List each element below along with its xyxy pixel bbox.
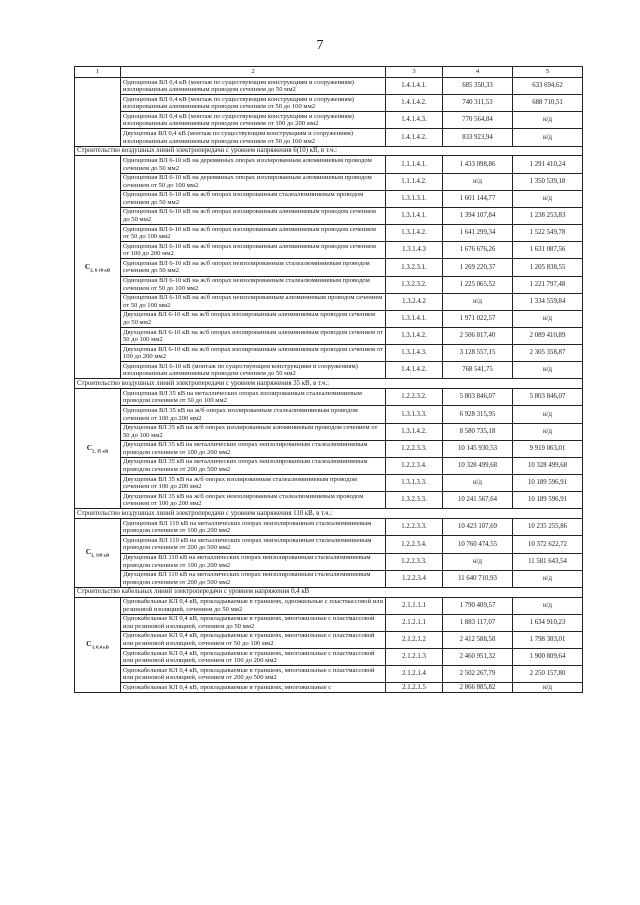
tariff-code: 1.3.1.4.2.: [386, 225, 443, 242]
table-row: [75, 276, 583, 293]
tariff-code: 2.1.2.1.4: [386, 666, 443, 683]
line-description: Однокабельные КЛ 0,4 кВ, прокладываемые в траншеях, многожильные с пластмассовой или резиновой изоляцией, сечением от 100 до 200 мм2: [121, 649, 386, 666]
table-body: [75, 78, 583, 693]
rate-value-col5: н/д: [513, 683, 583, 693]
rate-value-col5: н/д: [513, 310, 583, 327]
rate-value-col5: 1 291 410,24: [513, 156, 583, 173]
tariff-code: 1.3.1.4.1.: [386, 207, 443, 224]
tariff-code: 2.1.2.1.2: [386, 631, 443, 648]
line-description: Одноцепная ВЛ 6-10 кВ на деревянных опорах изолированным алюминиевым проводом сечением до 50 мм2: [121, 156, 386, 173]
table-row: [75, 112, 583, 129]
rate-value-col5: 1 238 253,83: [513, 207, 583, 224]
table-row: [75, 345, 583, 362]
section-header-row: [75, 379, 583, 389]
line-description: Однокабельные КЛ 0,4 кВ, прокладываемые в траншеях, многожильные с пластмассовой или резиновой изоляцией, сечением от 200 до 500 мм2: [121, 666, 386, 683]
rate-value-col5: 1 205 838,55: [513, 259, 583, 276]
rate-value-col4: 833 923,94: [443, 129, 513, 146]
line-description: Двухцепная ВЛ 110 кВ на металлических опорах неизолированным сталеалюминиевым проводом сечением от 100 до 200 мм2: [121, 553, 386, 570]
rate-value-col5: н/д: [513, 423, 583, 440]
rate-value-col5: н/д: [513, 570, 583, 587]
rate-value-col5: 1 631 087,56: [513, 242, 583, 259]
table-row: [75, 310, 583, 327]
line-description: Однокабельные КЛ 0,4 кВ, прокладываемые в траншеях, многожильные с пластмассовой или резиновой изоляцией, сечением до 50 мм2: [121, 614, 386, 631]
line-description: Одноцепная ВЛ 6-10 кВ на ж/б опорах изолированным алюминиевым проводом сечением от 50 до 100 мм2: [121, 225, 386, 242]
table-row: [75, 597, 583, 614]
rate-value-col4: 3 128 557,15: [443, 345, 513, 362]
line-description: Двухцепная ВЛ 6-10 кВ на ж/б опорах изолированным алюминиевым проводом сечением от 100 до 200 мм2: [121, 345, 386, 362]
rate-value-col5: 5 803 846,07: [513, 389, 583, 406]
line-description: Одноцепная ВЛ 6-10 кВ (монтаж по существующим конструкциям и сооружениям) изолированным алюминиевым проводом сечением до 50 мм2: [121, 362, 386, 379]
tariff-code: 1.4.1.4.2.: [386, 129, 443, 146]
rate-value-col5: н/д: [513, 406, 583, 423]
table-row: [75, 225, 583, 242]
tariff-code: 2.1.2.1.5: [386, 683, 443, 693]
tariff-code: 1.4.1.4.2.: [386, 95, 443, 112]
tariff-code: 2.1.1.1.1: [386, 597, 443, 614]
rate-category-cell: [75, 389, 121, 509]
tariff-code: 1.1.1.4.1.: [386, 156, 443, 173]
rate-category-symbol: С: [86, 639, 92, 649]
rate-value-col5: 10 235 255,86: [513, 519, 583, 536]
column-header: 5: [513, 67, 583, 78]
tariff-code: 1.3.1.3.1.: [386, 190, 443, 207]
rate-value-col5: 11 581 643,54: [513, 553, 583, 570]
tariff-code: 1.2.2.3.2.: [386, 389, 443, 406]
table-row: [75, 78, 583, 95]
rate-value-col4: н/д: [443, 553, 513, 570]
table-row: [75, 649, 583, 666]
section-header-row: [75, 587, 583, 597]
table-row: [75, 406, 583, 423]
table-row: [75, 683, 583, 693]
column-header: 4: [443, 67, 513, 78]
line-description: Одноцепная ВЛ 110 кВ на металлических опорах неизолированным сталеалюминиевым проводом сечением от 100 до 200 мм2: [121, 519, 386, 536]
rate-value-col5: 633 694,62: [513, 78, 583, 95]
rate-value-col5: 1 350 539,18: [513, 173, 583, 190]
line-description: Одноцепная ВЛ 6-10 кВ на ж/б опорах неизолированным сталеалюминиевым проводом сечением до 50 мм2: [121, 259, 386, 276]
tariff-code: 2.1.2.1.3: [386, 649, 443, 666]
tariff-code: 2.1.2.1.1: [386, 614, 443, 631]
rate-category-cell: [75, 597, 121, 693]
rate-category-subscript: 2, 6-10 кВ: [90, 267, 111, 273]
table-row: [75, 156, 583, 173]
column-header: 2: [121, 67, 386, 78]
tariff-code: 1.3.1.4.2.: [386, 423, 443, 440]
table-row: [75, 389, 583, 406]
line-description: Одноцепная ВЛ 0,4 кВ (монтаж по существующим конструкциям и сооружениям) изолированным алюминиевым проводом сечением от 100 до 200 мм2: [121, 112, 386, 129]
rate-value-col5: н/д: [513, 597, 583, 614]
line-description: Двухцепная ВЛ 6-10 кВ на ж/б опорах изолированным алюминиевым проводом сечением от 50 до 100 мм2: [121, 328, 386, 345]
table-row: [75, 259, 583, 276]
rate-value-col4: 10 328 499,68: [443, 457, 513, 474]
table-row: [75, 207, 583, 224]
rate-category-cell: [75, 519, 121, 588]
rate-category-cell: [75, 78, 121, 147]
rate-value-col4: 1 433 098,86: [443, 156, 513, 173]
tariff-code: 1.3.1.4.3: [386, 242, 443, 259]
rate-value-col4: 8 580 735,18: [443, 423, 513, 440]
rate-value-col4: 2 412 588,58: [443, 631, 513, 648]
rate-value-col5: 688 710,51: [513, 95, 583, 112]
table-row: [75, 328, 583, 345]
tariff-code: 1.3.1.4.1.: [386, 310, 443, 327]
tariff-code: 1.2.2.3.4: [386, 570, 443, 587]
table-row: [75, 475, 583, 492]
tariff-code: 1.3.2.3.3.: [386, 492, 443, 509]
rate-value-col4: 1 971 022,57: [443, 310, 513, 327]
line-description: Одноцепная ВЛ 35 кВ на металлических опорах изолированным сталеалюминиевым проводом сечением от 50 до 100 мм2: [121, 389, 386, 406]
line-description: Двухцепная ВЛ 35 кВ на металлических опорах неизолированным сталеалюминиевым проводом сечением от 100 до 200 мм2: [121, 440, 386, 457]
rate-value-col4: 685 350,33: [443, 78, 513, 95]
tariff-code: 1.3.2.3.2.: [386, 276, 443, 293]
table-row: [75, 95, 583, 112]
line-description: Одноцепная ВЛ 6-10 кВ на ж/б опорах изолированным алюминиевым проводом сечением до 50 мм2: [121, 207, 386, 224]
tariff-code: 1.3.2.3.1.: [386, 259, 443, 276]
table-row: [75, 519, 583, 536]
rate-value-col4: н/д: [443, 173, 513, 190]
line-description: Одноцепная ВЛ 6-10 кВ на ж/б опорах неизолированным алюминиевым проводом сечением от 50 до 100 мм2: [121, 293, 386, 310]
rate-value-col4: 770 564,84: [443, 112, 513, 129]
tariff-code: 1.4.1.4.3.: [386, 112, 443, 129]
rate-value-col5: н/д: [513, 129, 583, 146]
tariff-code: 1.3.1.4.2.: [386, 328, 443, 345]
line-description: Двухцепная ВЛ 0,4 кВ (монтаж по существующим конструкциям и сооружениям) изолированным алюминиевым проводом сечением от 50 до 100 мм2: [121, 129, 386, 146]
rate-category-subscript: 2, 110 кВ: [91, 552, 110, 558]
rate-category-symbol: С: [86, 442, 93, 452]
line-description: Однокабельные КЛ 0,4 кВ, прокладываемые в траншеях, многожильные с пластмассовой или резиновой изоляцией, сечением от 50 до 100 мм2: [121, 631, 386, 648]
line-description: Одноцепная ВЛ 6-10 кВ на ж/б опорах изолированным алюминиевым проводом сечением от 100 до 200 мм2: [121, 242, 386, 259]
tariff-code: 1.3.1.4.3.: [386, 345, 443, 362]
line-description: Одноцепная ВЛ 0,4 кВ (монтаж по существующим конструкциям и сооружениям) изолированным алюминиевым проводом сечением от 50 до 100 мм2: [121, 95, 386, 112]
rate-value-col5: 1 798 383,01: [513, 631, 583, 648]
column-number-row: [75, 67, 583, 78]
table-row: [75, 190, 583, 207]
line-description: Одноцепная ВЛ 6-10 кВ на ж/б опорах неизолированным сталеалюминиевым проводом сечением от 50 до 100 мм2: [121, 276, 386, 293]
tariff-code: 1.2.2.3.4.: [386, 457, 443, 474]
section-title: Строительство воздушных линий электропередачи с уровнем напряжения 6(10) кВ, в т.ч.:: [75, 146, 583, 156]
tariff-code: 1.2.2.3.3.: [386, 519, 443, 536]
rate-value-col4: 1 601 144,77: [443, 190, 513, 207]
line-description: Одноцепная ВЛ 6-10 кВ на деревянных опорах изолированным алюминиевым проводом сечением от 50 до 100 мм2: [121, 173, 386, 190]
table-row: [75, 666, 583, 683]
rate-value-col4: н/д: [443, 475, 513, 492]
rate-value-col4: 1 883 117,07: [443, 614, 513, 631]
rate-value-col5: н/д: [513, 362, 583, 379]
table-row: [75, 536, 583, 553]
rate-value-col4: 2 866 885,82: [443, 683, 513, 693]
rate-value-col4: 10 241 567,64: [443, 492, 513, 509]
table-row: [75, 570, 583, 587]
tariff-code: 1.3.1.3.3.: [386, 475, 443, 492]
table-row: [75, 631, 583, 648]
rate-value-col5: 1 334 559,84: [513, 293, 583, 310]
rate-value-col4: 1 641 299,34: [443, 225, 513, 242]
rate-value-col4: 1 394 107,84: [443, 207, 513, 224]
rate-category-symbol: С: [84, 261, 91, 271]
rate-value-col5: 1 634 910,23: [513, 614, 583, 631]
line-description: Двухцепная ВЛ 35 кВ на металлических опорах неизолированным сталеалюминиевым проводом сечением от 200 до 500 мм2: [121, 457, 386, 474]
rate-value-col4: 10 760 474,55: [443, 536, 513, 553]
table-row: [75, 173, 583, 190]
tariff-code: 1.2.2.3.3.: [386, 440, 443, 457]
table-row: [75, 362, 583, 379]
tariff-code: 1.1.1.4.2.: [386, 173, 443, 190]
rate-value-col4: 10 145 930,53: [443, 440, 513, 457]
rate-value-col4: 1 790 409,57: [443, 597, 513, 614]
rate-value-col5: 2 250 157,80: [513, 666, 583, 683]
line-description: Одноцепная ВЛ 6-10 кВ на ж/б опорах изолированным сталеалюминиевым проводом сечением до 50 мм2: [121, 190, 386, 207]
line-description: Одноцепная ВЛ 0,4 кВ (монтаж по существующим конструкциям и сооружениям) изолированным алюминиевым проводом сечением до 50 мм2: [121, 78, 386, 95]
rate-value-col4: 2 502 267,79: [443, 666, 513, 683]
rate-value-col4: 768 541,75: [443, 362, 513, 379]
rate-value-col4: 6 928 315,95: [443, 406, 513, 423]
rate-category-cell: [75, 156, 121, 379]
rate-value-col5: 9 919 063,01: [513, 440, 583, 457]
table-row: [75, 614, 583, 631]
rate-value-col5: 1 900 809,64: [513, 649, 583, 666]
tariff-rates-table: [74, 66, 583, 693]
rate-value-col5: 10 328 499,68: [513, 457, 583, 474]
line-description: Однокабельные КЛ 0,4 кВ, прокладываемые в траншеях, многожильные с: [121, 683, 386, 693]
table-row: [75, 457, 583, 474]
line-description: Двухцепная ВЛ 35 кВ на ж/б опорах изолированным сталеалюминиевым проводом сечением от 100 до 200 мм2: [121, 475, 386, 492]
rate-value-col5: 1 221 797,48: [513, 276, 583, 293]
line-description: Одноцепная ВЛ 110 кВ на металлических опорах неизолированным сталеалюминиевым проводом сечением от 200 до 500 мм2: [121, 536, 386, 553]
table-row: [75, 242, 583, 259]
rate-value-col4: 10 423 107,69: [443, 519, 513, 536]
table-row: [75, 553, 583, 570]
rate-value-col4: 740 311,53: [443, 95, 513, 112]
rate-value-col4: 11 640 710,93: [443, 570, 513, 587]
rate-category-subscript: 2, 35 кВ: [92, 448, 109, 454]
rate-category-symbol: С: [85, 547, 92, 557]
section-title: Строительство воздушных линий электропередачи с уровнем напряжения 35 кВ, в т.ч.:: [75, 379, 583, 389]
page-number: 7: [316, 38, 324, 53]
section-header-row: [75, 509, 583, 519]
line-description: Одноцепная ВЛ 35 кВ на ж/б опорах изолированным сталеалюминиевым проводом сечением от 100 до 200 мм2: [121, 406, 386, 423]
section-header-row: [75, 146, 583, 156]
rate-value-col4: 1 225 065,52: [443, 276, 513, 293]
rate-value-col4: 1 676 676,26: [443, 242, 513, 259]
line-description: Двухцепная ВЛ 110 кВ на металлических опорах неизолированным сталеалюминиевым проводом сечением от 200 до 500 мм2: [121, 570, 386, 587]
table-row: [75, 423, 583, 440]
rate-value-col4: 2 506 817,40: [443, 328, 513, 345]
section-title: Строительство воздушных линий электропередачи с уровнем напряжения 110 кВ, в т.ч.:: [75, 509, 583, 519]
rate-value-col5: 1 522 549,78: [513, 225, 583, 242]
tariff-code: 1.2.2.3.3.: [386, 553, 443, 570]
rate-value-col4: 1 269 220,37: [443, 259, 513, 276]
rate-value-col4: н/д: [443, 293, 513, 310]
rate-value-col4: 5 803 846,07: [443, 389, 513, 406]
rate-value-col5: 10 372 622,72: [513, 536, 583, 553]
rate-value-col5: 10 189 596,91: [513, 475, 583, 492]
line-description: Однокабельные КЛ 0,4 кВ, прокладываемые в траншеях, одножильные с пластмассовой или резиновой изоляцией, сечением до 50 мм2: [121, 597, 386, 614]
tariff-code: 1.3.2.4.2: [386, 293, 443, 310]
tariff-code: 1.4.1.4.2.: [386, 362, 443, 379]
line-description: Двухцепная ВЛ 35 кВ на ж/б опорах изолированным алюминиевым проводом сечением от 50 до 100 мм2: [121, 423, 386, 440]
line-description: Двухцепная ВЛ 35 кВ на ж/б опорах неизолированным сталеалюминиевым проводом сечением от 100 до 200 мм2: [121, 492, 386, 509]
tariff-code: 1.4.1.4.1.: [386, 78, 443, 95]
table-row: [75, 129, 583, 146]
rate-category-subscript: 3, 0,4 кВ: [91, 644, 109, 650]
rate-value-col5: н/д: [513, 190, 583, 207]
tariff-code: 1.3.1.3.3.: [386, 406, 443, 423]
column-header: 1: [75, 67, 121, 78]
section-title: Строительство кабельных линий электропередачи с уровнем напряжения 0,4 кВ: [75, 587, 583, 597]
rate-value-col4: 2 460 951,32: [443, 649, 513, 666]
rate-value-col5: н/д: [513, 112, 583, 129]
table-row: [75, 492, 583, 509]
table-row: [75, 293, 583, 310]
line-description: Двухцепная ВЛ 6-10 кВ на ж/б опорах изолированным алюминиевым проводом сечением до 50 мм2: [121, 310, 386, 327]
table-row: [75, 440, 583, 457]
rate-value-col5: 2 305 358,87: [513, 345, 583, 362]
column-header: 3: [386, 67, 443, 78]
rate-value-col5: 2 089 410,89: [513, 328, 583, 345]
rate-value-col5: 10 189 596,91: [513, 492, 583, 509]
tariff-code: 1.2.2.3.4.: [386, 536, 443, 553]
